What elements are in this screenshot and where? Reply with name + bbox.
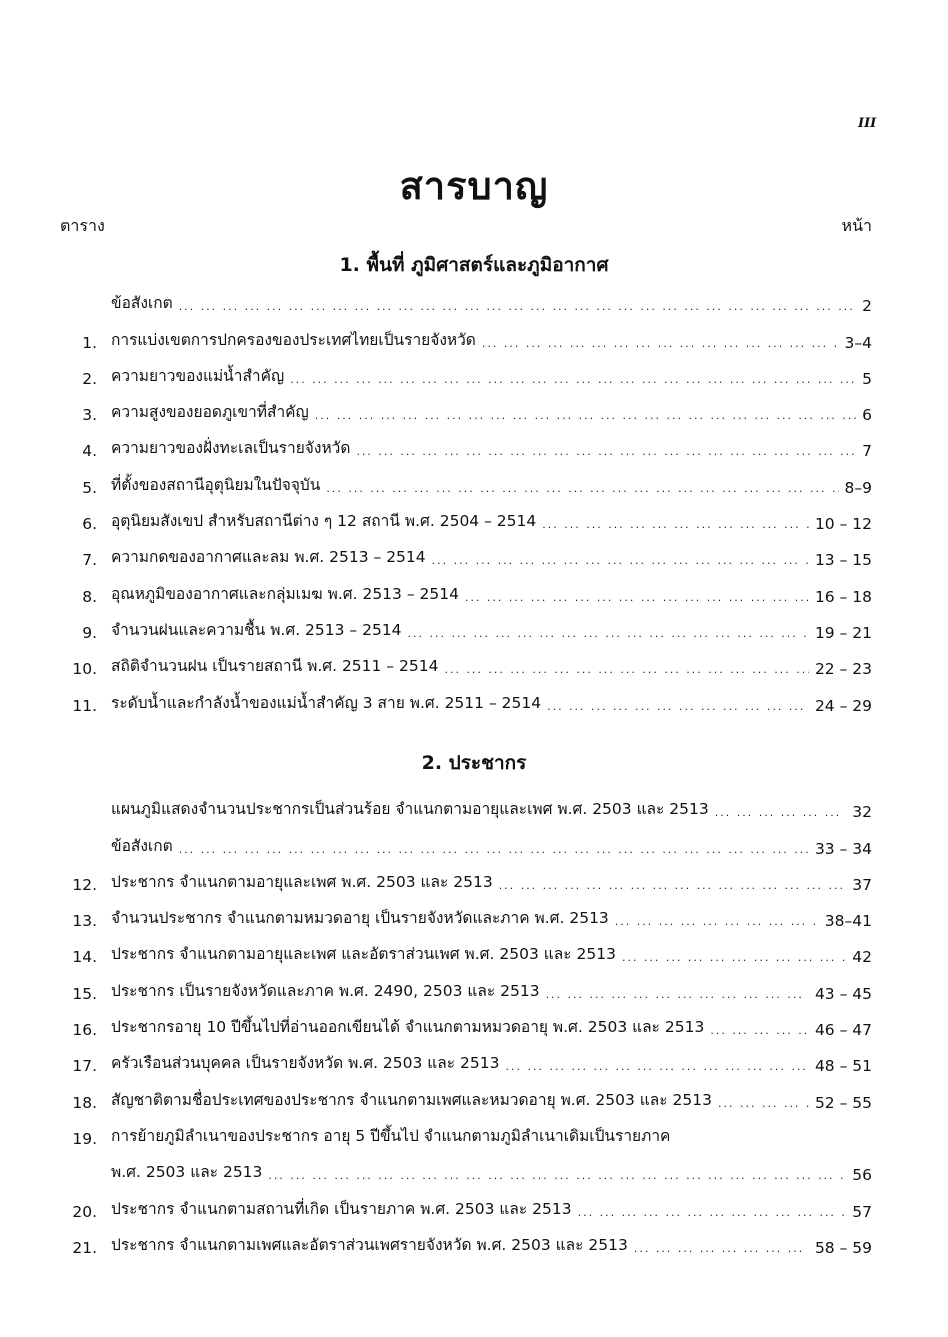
dot-leader: [465, 591, 809, 606]
toc-entry-title: พ.ศ. 2503 และ 2513: [111, 1163, 263, 1182]
toc-entry-title: ประชากร เป็นรายจังหวัดและภาค พ.ศ. 2490, 2503 และ 2513: [111, 981, 540, 1000]
dot-leader: [615, 915, 819, 930]
toc-entry-title: สถิติจำนวนฝน เป็นรายสถานี พ.ศ. 2511 – 2514: [111, 657, 439, 676]
toc-entry-number: 3.: [82, 406, 97, 425]
dot-leader: [290, 373, 856, 388]
dot-leader: [622, 951, 846, 966]
toc-entry-number: 5.: [82, 478, 97, 497]
toc-entry: [60, 858, 872, 894]
toc-entry-title: ที่ตั้งของสถานีอุตุนิยมในปัจจุบัน: [111, 475, 321, 494]
toc-entry-title: ประชากร จำแนกตามอายุและเพศ และอัตราส่วนเพศ พ.ศ. 2503 และ 2513: [111, 945, 616, 964]
dot-leader: [547, 700, 809, 715]
toc-entry: [60, 533, 872, 569]
toc-entry-page: 3–4: [844, 333, 872, 352]
toc-entry-page: 13 – 15: [814, 551, 872, 570]
toc-entry-number: 21.: [72, 1238, 97, 1257]
toc-entry-number: 10.: [72, 660, 97, 679]
dot-leader: [444, 663, 808, 678]
toc-entry-title: ครัวเรือนส่วนบุคคล เป็นรายจังหวัด พ.ศ. 2503 และ 2513: [111, 1054, 500, 1073]
dot-leader: [542, 518, 809, 533]
toc-entry: [60, 569, 872, 605]
toc-entry-title: จำนวนฝนและความชื้น พ.ศ. 2513 – 2514: [111, 620, 402, 639]
toc-entry-page: 33 – 34: [814, 839, 872, 858]
dot-leader: [432, 554, 809, 569]
toc-entry: [60, 497, 872, 533]
toc-entry-page: 24 – 29: [814, 696, 872, 715]
toc-entry-number: 7.: [82, 551, 97, 570]
toc-entry: [60, 642, 872, 678]
toc-entry-number: 4.: [82, 442, 97, 461]
toc-entry-title: ประชากร จำแนกตามอายุและเพศ พ.ศ. 2503 และ 2513: [111, 872, 493, 891]
toc-entry: [60, 1148, 872, 1184]
dot-leader: [408, 627, 809, 642]
toc-entry-title: ความยาวของฝั่งทะเลเป็นรายจังหวัด: [111, 439, 351, 458]
toc-entry: [60, 279, 872, 315]
toc-entry: [60, 606, 872, 642]
toc-entry-number: 17.: [72, 1057, 97, 1076]
toc-entry: [60, 1221, 872, 1257]
toc-entry-title: ความยาวของแม่น้ำสำคัญ: [111, 366, 285, 385]
dot-leader: [315, 409, 856, 424]
toc-entry-title: ประชากร จำแนกตามสถานที่เกิด เป็นรายภาค พ.ศ. 2503 และ 2513: [111, 1199, 572, 1218]
toc-entry-title: สัญชาติตามชื่อประเทศของประชากร จำแนกตามเพศและหมวดอายุ พ.ศ. 2503 และ 2513: [111, 1090, 712, 1109]
toc-entry: [60, 894, 872, 930]
toc-entry-title: จำนวนประชากร จำแนกตามหมวดอายุ เป็นรายจังหวัดและภาค พ.ศ. 2513: [111, 909, 609, 928]
toc-entry-number: 18.: [72, 1093, 97, 1112]
toc-section-geography: [60, 279, 872, 715]
toc-entry-title: การแบ่งเขตการปกครองของประเทศไทยเป็นรายจังหวัด: [111, 330, 476, 349]
toc-entry-number: 15.: [72, 984, 97, 1003]
toc-entry-title: ประชากร จำแนกตามเพศและอัตราส่วนเพศรายจังหวัด พ.ศ. 2503 และ 2513: [111, 1235, 628, 1254]
toc-entry-number: 12.: [72, 875, 97, 894]
section-heading-population: 2. ประชากร: [421, 752, 527, 774]
toc-entry-title: แผนภูมิแสดงจำนวนประชากรเป็นส่วนร้อย จำแนกตามอายุและเพศ พ.ศ. 2503 และ 2513: [111, 800, 709, 819]
dot-leader: [634, 1242, 809, 1257]
toc-entry: [60, 966, 872, 1002]
toc-entry-title: ประชากรอายุ 10 ปีขึ้นไปที่อ่านออกเขียนได้ จำแนกตามหมวดอายุ พ.ศ. 2503 และ 2513: [111, 1018, 705, 1037]
toc-entry-page: 6: [862, 406, 872, 425]
dot-leader: [578, 1206, 847, 1221]
dot-leader: [546, 988, 809, 1003]
section-heading-geography: 1. พื้นที่ ภูมิศาสตร์และภูมิอากาศ: [339, 254, 609, 276]
toc-entry-page: 10 – 12: [814, 515, 872, 534]
toc-entry-page: 2: [862, 297, 872, 316]
toc-entry: [60, 930, 872, 966]
toc-entry-number: 9.: [82, 623, 97, 642]
toc-entry-page: 7: [862, 442, 872, 461]
dot-leader: [268, 1169, 846, 1184]
toc-entry: [60, 1184, 872, 1220]
toc-entry-page: 5: [862, 369, 872, 388]
toc-entry-number: 16.: [72, 1021, 97, 1040]
toc-entry-number: 8.: [82, 587, 97, 606]
toc-entry-number: 19.: [72, 1129, 97, 1148]
toc-entry-title: ความสูงของยอดภูเขาที่สำคัญ: [111, 403, 309, 422]
toc-entry: [60, 785, 872, 821]
toc-entry-page: 16 – 18: [814, 587, 872, 606]
page-number: III: [858, 116, 877, 131]
toc-entry-page: 46 – 47: [814, 1021, 872, 1040]
toc-entry-title: ระดับน้ำและกำลังน้ำของแม่น้ำสำคัญ 3 สาย พ.ศ. 2511 – 2514: [111, 693, 542, 712]
toc-entry-title: ข้อสังเกต: [111, 836, 173, 855]
toc-entry-page: 38–41: [824, 912, 872, 931]
toc-entry-number: 14.: [72, 948, 97, 967]
toc-entry-number: 20.: [72, 1202, 97, 1221]
toc-entry: [60, 678, 872, 714]
toc-entry: [60, 315, 872, 351]
toc-entry-number: 13.: [72, 912, 97, 931]
toc-entry: [60, 424, 872, 460]
dot-leader: [179, 843, 809, 858]
toc-entry-page: 32: [852, 803, 872, 822]
dot-leader: [179, 300, 856, 315]
toc-entry-page: 57: [852, 1202, 872, 1221]
toc-entry: [60, 388, 872, 424]
toc-entry-page: 56: [852, 1166, 872, 1185]
toc-section-population: [60, 785, 872, 1257]
dot-leader: [356, 445, 856, 460]
toc-entry-title: อุณหภูมิของอากาศและกลุ่มเมฆ พ.ศ. 2513 – 2514: [111, 584, 459, 603]
toc-entry-title: ข้อสังเกต: [111, 294, 173, 313]
toc-entry-page: 19 – 21: [814, 623, 872, 642]
toc-entry: [60, 1039, 872, 1075]
dot-leader: [506, 1060, 809, 1075]
toc-entry-number: 1.: [82, 333, 97, 352]
dot-leader: [482, 337, 839, 352]
toc-entry: [60, 1075, 872, 1111]
dot-leader: [710, 1024, 809, 1039]
toc-entry-title: ความกดของอากาศและลม พ.ศ. 2513 – 2514: [111, 548, 426, 567]
toc-entry-page: 58 – 59: [814, 1238, 872, 1257]
toc-entry-number: 2.: [82, 369, 97, 388]
toc-entry: [60, 352, 872, 388]
toc-entry-number: 6.: [82, 515, 97, 534]
column-header-table: ตาราง: [60, 216, 105, 235]
toc-entry-title: การย้ายภูมิลำเนาของประชากร อายุ 5 ปีขึ้นไป จำแนกตามภูมิลำเนาเดิมเป็นรายภาค: [111, 1126, 671, 1145]
column-header-page: หน้า: [841, 216, 872, 235]
toc-entry-title: อุตุนิยมสังเขป สำหรับสถานีต่าง ๆ 12 สถานี พ.ศ. 2504 – 2514: [111, 512, 537, 531]
toc-entry: [60, 1003, 872, 1039]
dot-leader: [499, 879, 847, 894]
toc-entry-page: 8–9: [844, 478, 872, 497]
toc-entry: [60, 821, 872, 857]
toc-entry-page: 37: [852, 875, 872, 894]
toc-entry: [60, 460, 872, 496]
toc-entry-page: 42: [852, 948, 872, 967]
dot-leader: [718, 1097, 809, 1112]
toc-entry-page: 22 – 23: [814, 660, 872, 679]
toc-entry-page: 43 – 45: [814, 984, 872, 1003]
page-title: สารบาญ: [399, 164, 549, 208]
toc-entry-number: 11.: [72, 696, 97, 715]
toc-entry: [60, 1112, 872, 1148]
dot-leader: [715, 806, 847, 821]
dot-leader: [326, 482, 838, 497]
toc-entry-page: 48 – 51: [814, 1057, 872, 1076]
toc-entry-page: 52 – 55: [814, 1093, 872, 1112]
